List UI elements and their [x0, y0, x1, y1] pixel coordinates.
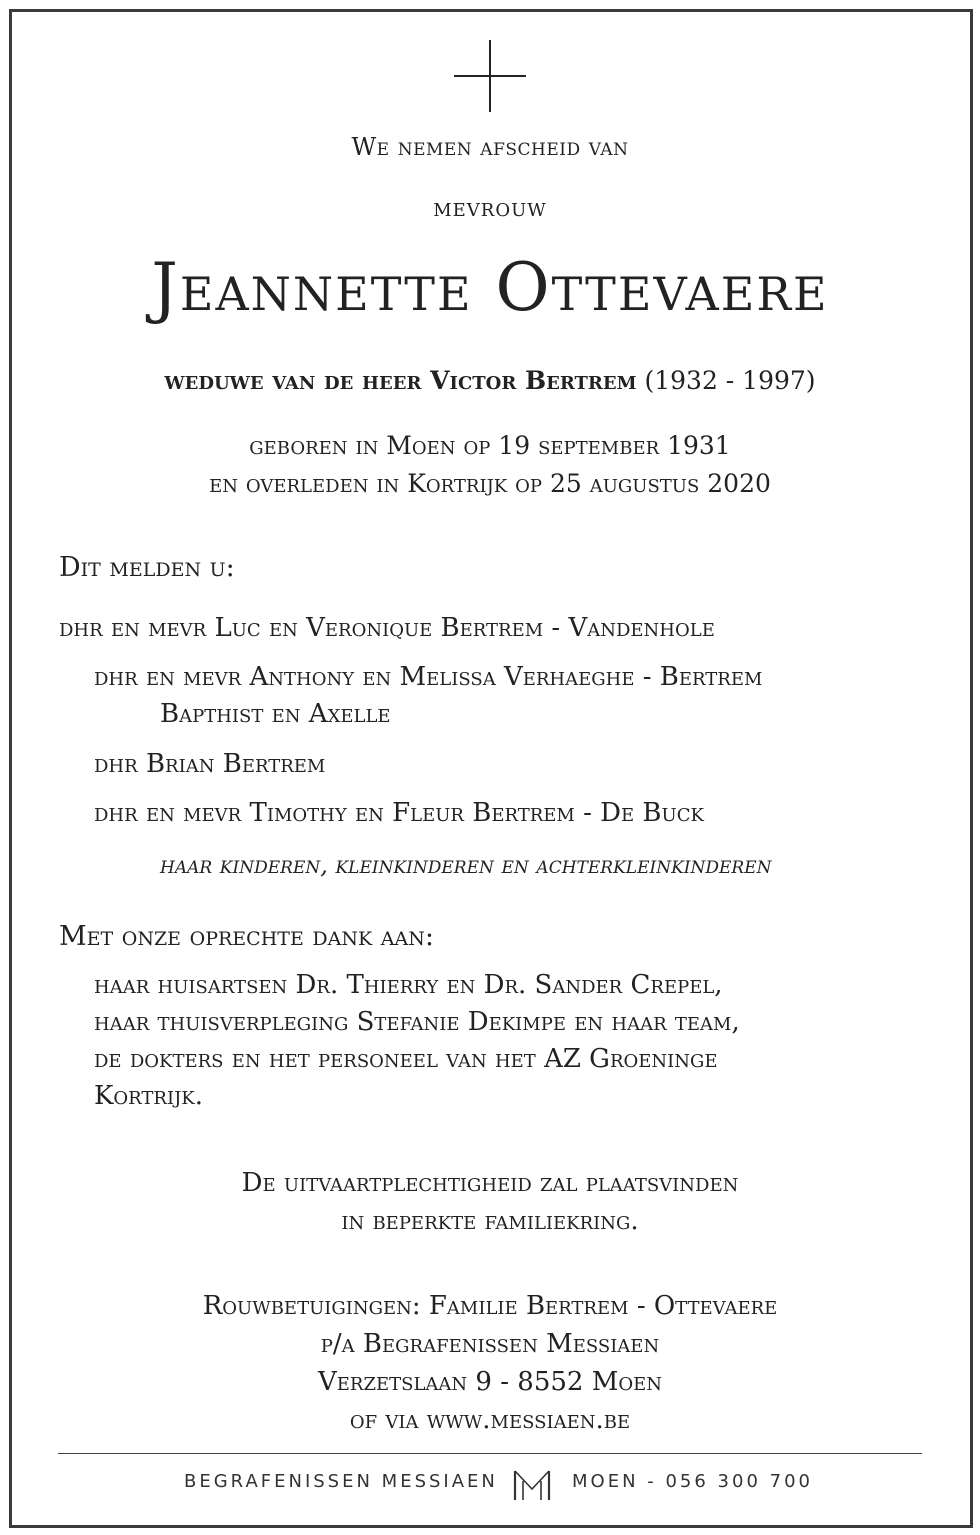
death-line: en overleden in Kortrijk op 25 augustus 2020 — [209, 469, 771, 498]
family-line: dhr en mevr Anthony en Melissa Verhaeghe - Bertrem — [94, 662, 763, 692]
thanks-line: haar huisartsen Dr. Thierry en Dr. Sander Crepel, — [94, 970, 723, 1000]
widow-years: (1932 - 1997) — [644, 366, 816, 395]
thanks-line: haar thuisverpleging Stefanie Dekimpe en haar team, — [94, 1007, 740, 1037]
thanks-list — [94, 967, 740, 1115]
thanks-heading: Met onze oprechte dank aan: — [59, 921, 434, 952]
funeral-line: in beperkte familiekring. — [341, 1206, 639, 1236]
family-heading: Dit melden u: — [59, 552, 235, 583]
thanks-line: Kortrijk. — [94, 1081, 204, 1111]
footer-company: BEGRAFENISSEN MESSIAEN — [184, 1471, 498, 1492]
condolences-line: p/a Begrafenissen Messiaen — [320, 1329, 660, 1359]
honorific: mevrouw — [433, 193, 547, 223]
footer-divider — [58, 1453, 922, 1454]
family-line: dhr Brian Bertrem — [94, 749, 326, 779]
footer-contact: MOEN - 056 300 700 — [572, 1471, 813, 1492]
family-relation: haar kinderen, kleinkinderen en achterkleinkinderen — [160, 851, 772, 879]
funeral-line: De uitvaartplechtigheid zal plaatsvinden — [241, 1168, 739, 1198]
family-line: dhr en mevr Luc en Veronique Bertrem - Vandenhole — [59, 613, 715, 643]
deceased-name: Jeannette Ottevaere — [151, 249, 829, 326]
cross-icon — [454, 40, 526, 112]
condolences-line: Verzetslaan 9 - 8552 Moen — [318, 1367, 662, 1397]
birth-death-dates — [0, 427, 980, 503]
condolences-website: of via www.messiaen.be — [349, 1405, 631, 1435]
condolences-line: Rouwbetuigingen: Familie Bertrem - Ottevaere — [202, 1291, 778, 1321]
widow-line — [0, 366, 980, 395]
birth-line: geboren in Moen op 19 september 1931 — [249, 431, 731, 460]
intro-text: We nemen afscheid van — [351, 133, 629, 161]
family-line: dhr en mevr Timothy en Fleur Bertrem - De Buck — [94, 798, 704, 828]
messiaen-m-logo-icon — [512, 1467, 552, 1503]
family-line: Bapthist en Axelle — [160, 699, 391, 729]
funeral-info — [0, 1164, 980, 1240]
condolences-info — [0, 1287, 980, 1439]
thanks-line: de dokters en het personeel van het AZ Groeninge — [94, 1044, 718, 1074]
widow-of: weduwe van de heer Victor Bertrem — [164, 366, 637, 395]
